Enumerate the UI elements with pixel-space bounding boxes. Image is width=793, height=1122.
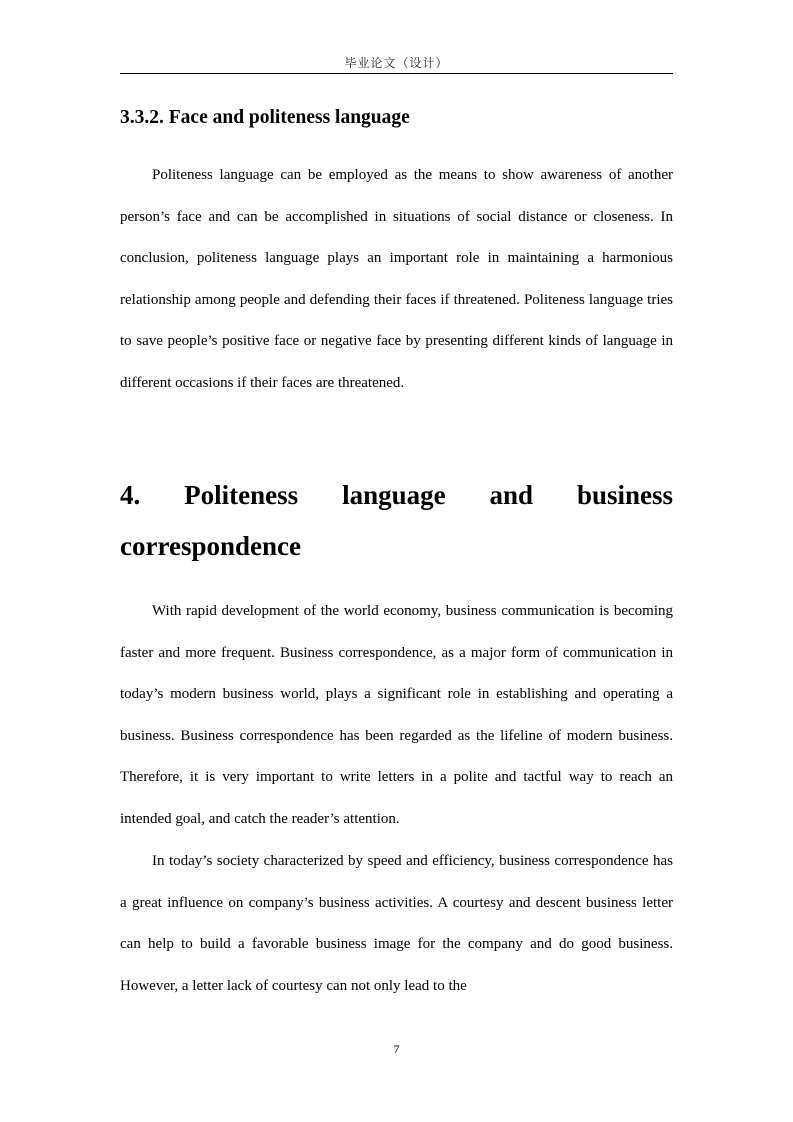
body-paragraph: In today’s society characterized by speed and efficiency, business correspondence has a great influence on company’s business activities. A courtesy and descent business letter can help to build a favorable business image for the company and do good business. However, a letter lack of courtesy can not only lead to the (120, 853, 673, 994)
running-header: 毕业论文（设计） (344, 56, 449, 70)
body-paragraph: Politeness language can be employed as the means to show awareness of another person’s face and can be accomplished in situations of social distance or closeness. In conclusion, politeness language plays an important role in maintaining a harmonious relationship among people and defending their faces if threatened. Politeness language tries to save people’s positive face or negative face by presenting different kinds of language in different occasions if their faces are threatened. (120, 167, 673, 391)
section-heading: 4. Politeness language and business correspondence (120, 480, 673, 561)
header-divider (120, 73, 673, 74)
body-paragraph: With rapid development of the world economy, business communication is becoming faster and more frequent. Business correspondence, as a major form of communication in today’s modern business world, plays a significant role in establishing and operating a business. Business correspondence has been regarded as the lifeline of modern business. Therefore, it is very important to write letters in a polite and tactful way to reach an intended goal, and catch the reader’s attention. (120, 603, 673, 827)
page-number: 7 (393, 1042, 400, 1056)
subsection-heading: 3.3.2. Face and politeness language (120, 107, 410, 128)
